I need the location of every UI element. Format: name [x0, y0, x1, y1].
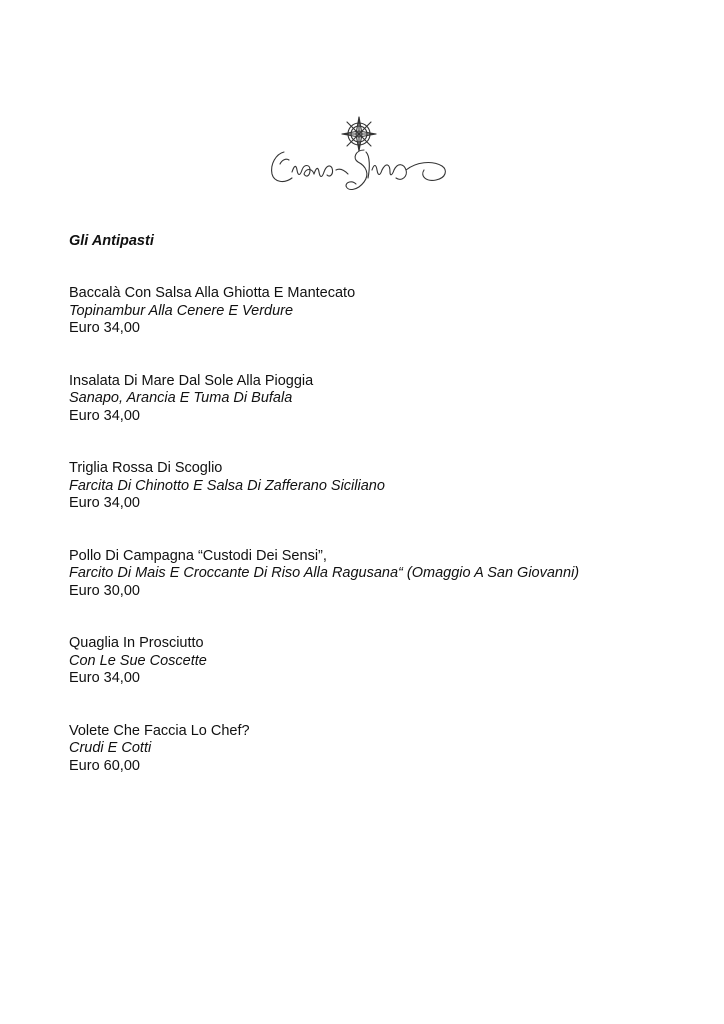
dish-price: Euro 34,00: [69, 407, 140, 424]
compass-rose-icon: [342, 117, 376, 151]
signature-icon: [272, 150, 446, 189]
section-title: Gli Antipasti: [69, 233, 154, 249]
dish-name: Quaglia In Prosciutto: [69, 635, 204, 651]
dish-name: Insalata Di Mare Dal Sole Alla Pioggia: [69, 372, 314, 389]
dish-price: Euro 30,00: [69, 582, 140, 599]
menu-item: [69, 373, 709, 426]
dish-name: Triglia Rossa Di Scoglio: [69, 460, 223, 476]
menu-item: [69, 723, 709, 776]
menu-item: [69, 460, 709, 513]
dish-description: Topinambur Alla Cenere E Verdure: [69, 302, 294, 319]
dish-price: Euro 34,00: [69, 670, 140, 686]
dish-description: Crudi E Cotti: [69, 740, 152, 756]
menu-item: [69, 285, 709, 338]
dish-description: Sanapo, Arancia E Tuma Di Bufala: [69, 390, 293, 406]
dish-description: Farcito Di Mais E Croccante Di Riso Alla Ragusana“ (Omaggio A San Giovanni): [69, 565, 580, 581]
dish-description: Farcita Di Chinotto E Salsa Di Zafferano Siciliano: [69, 477, 385, 494]
signature-logo-icon: [266, 112, 456, 204]
dish-price: Euro 34,00: [69, 495, 140, 511]
dish-price: Euro 34,00: [69, 320, 140, 336]
dish-name: Baccalà Con Salsa Alla Ghiotta E Mantecato: [69, 285, 356, 301]
menu-item: [69, 548, 709, 601]
dish-name: Volete Che Faccia Lo Chef?: [69, 722, 250, 739]
menu-item: [69, 635, 709, 688]
dish-name: Pollo Di Campagna “Custodi Dei Sensi”,: [69, 547, 327, 564]
menu-content: [69, 232, 709, 810]
dish-description: Con Le Sue Coscette: [69, 652, 207, 669]
dish-price: Euro 60,00: [69, 757, 140, 774]
